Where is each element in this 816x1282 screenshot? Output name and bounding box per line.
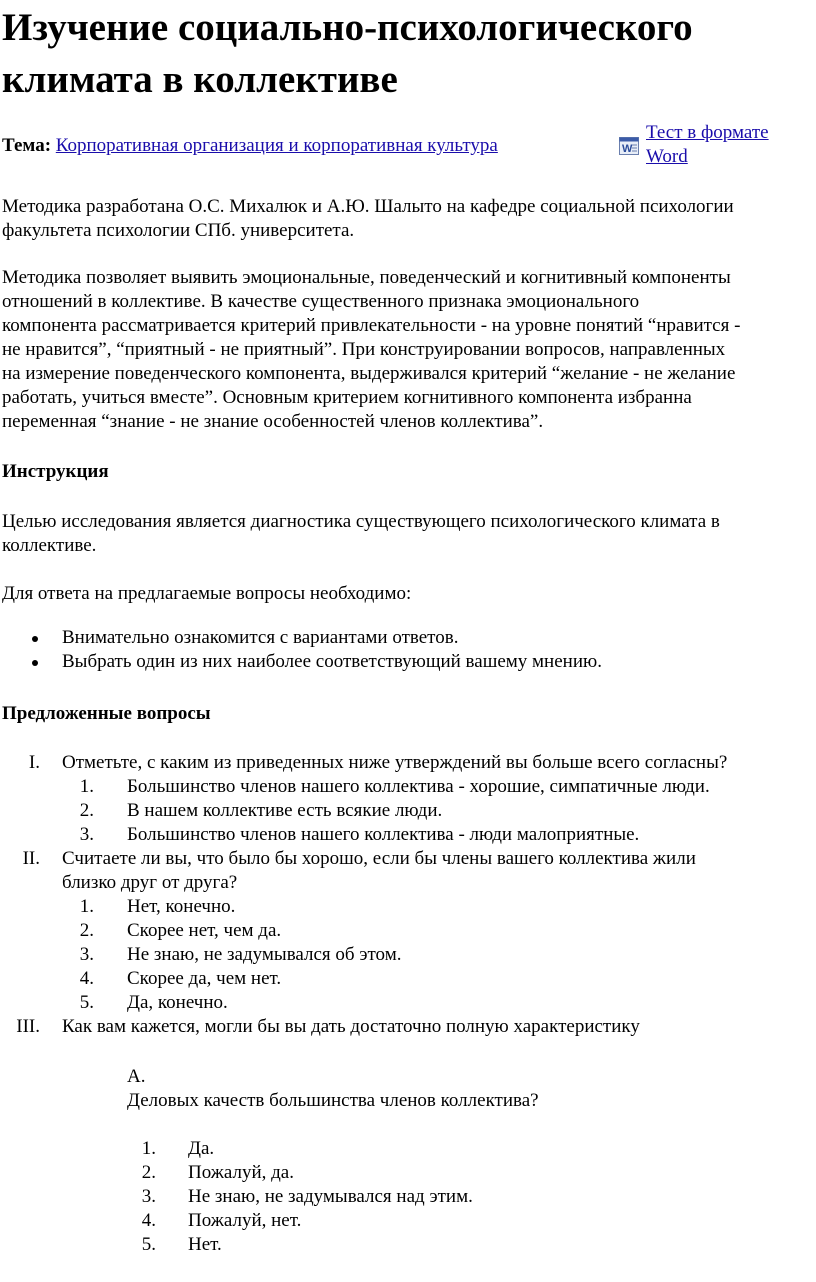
sub-question-label: А. (127, 1066, 146, 1087)
page-title (2, 2, 802, 106)
option-number: 3. (141, 1186, 156, 1207)
option-text: Пожалуй, да. (188, 1162, 294, 1183)
option-number: 3. (79, 944, 94, 965)
option-text: В нашем коллективе есть всякие люди. (127, 800, 443, 821)
method-line: на измерение поведенческого компонента, выдерживался критерий “желание - не желание (2, 363, 736, 384)
method-line: компонента рассматривается критерий привлекательности - на уровне понятий “нравится - (2, 315, 741, 336)
option-number: 2. (79, 920, 94, 941)
instruction-bullets (0, 626, 602, 674)
topic-row (2, 134, 498, 158)
option-text: Скорее нет, чем да. (127, 920, 282, 941)
option-text: Нет, конечно. (127, 896, 236, 917)
word-link-line-2: Word (646, 146, 688, 167)
method-line: отношений в коллективе. В качестве существенного признака эмоционального (2, 291, 640, 312)
option-text: Большинство членов нашего коллектива - люди малоприятные. (127, 824, 640, 845)
question-text: Как вам кажется, могли бы вы дать достаточно полную характеристику (62, 1016, 640, 1037)
option-number: 5. (79, 992, 94, 1013)
option-text: Нет. (188, 1234, 222, 1255)
option-number: 4. (79, 968, 94, 989)
option-number: 2. (141, 1162, 156, 1183)
topic-label: Тема: (2, 135, 52, 156)
option-text: Не знаю, не задумывался над этим. (188, 1186, 473, 1207)
answer-intro: Для ответа на предлагаемые вопросы необходимо: (2, 583, 412, 604)
list-item: Внимательно ознакомится с вариантами ответов. (0, 626, 602, 650)
goal-paragraph (2, 510, 812, 558)
option-number: 3. (79, 824, 94, 845)
method-line: Методика позволяет выявить эмоциональные, поведенческий и когнитивный компоненты (2, 267, 731, 288)
intro-line: факультета психологии СПб. университета. (2, 220, 355, 241)
question-text: Отметьте, с каким из приведенных ниже утверждений вы больше всего согласны? (62, 752, 728, 773)
word-link-line-1: Тест в формате (646, 122, 769, 143)
sub-question-text: Деловых качеств большинства членов коллектива? (127, 1090, 539, 1111)
option-text: Не знаю, не задумывался об этом. (127, 944, 402, 965)
option-text: Большинство членов нашего коллектива - хорошие, симпатичные люди. (127, 776, 710, 797)
title-line-1: Изучение социально-психологического (2, 6, 693, 49)
goal-line: Целью исследования является диагностика существующего психологического климата в (2, 511, 720, 532)
instruction-heading: Инструкция (2, 461, 109, 482)
method-line: работать, учиться вместе”. Основным критерием когнитивного компонента избранна (2, 387, 692, 408)
question-number: II. (22, 848, 40, 869)
questions-heading: Предложенные вопросы (2, 703, 211, 724)
option-text: Да, конечно. (127, 992, 228, 1013)
question-line: Считаете ли вы, что было бы хорошо, если бы члены вашего коллектива жили (62, 848, 696, 869)
question-number: I. (28, 752, 40, 773)
option-text: Да. (188, 1138, 215, 1159)
question-text (62, 847, 696, 895)
title-line-2: климата в коллективе (2, 58, 398, 101)
list-item: Выбрать один из них наиболее соответствующий вашему мнению. (0, 650, 602, 674)
option-number: 5. (141, 1234, 156, 1255)
topic-link[interactable]: Корпоративная организация и корпоративная культура (55, 135, 498, 156)
goal-line: коллективе. (2, 535, 97, 556)
question-number: III. (16, 1016, 40, 1037)
option-text: Пожалуй, нет. (188, 1210, 302, 1231)
option-number: 4. (141, 1210, 156, 1231)
method-paragraph (2, 266, 812, 434)
svg-text:W: W (622, 143, 633, 155)
question-line: близко друг от друга? (62, 872, 238, 893)
method-line: не нравится”, “приятный - не приятный”. При конструировании вопросов, направленных (2, 339, 726, 360)
option-text: Скорее да, чем нет. (127, 968, 282, 989)
word-test-link[interactable] (646, 121, 806, 169)
method-line: переменная “знание - не знание особенностей членов коллектива”. (2, 411, 544, 432)
option-number: 2. (79, 800, 94, 821)
option-number: 1. (79, 776, 94, 797)
option-number: 1. (79, 896, 94, 917)
word-doc-icon (619, 137, 639, 155)
intro-paragraph (2, 195, 812, 243)
option-number: 1. (141, 1138, 156, 1159)
intro-line: Методика разработана О.С. Михалюк и А.Ю. Шалыто на кафедре социальной психологии (2, 196, 734, 217)
